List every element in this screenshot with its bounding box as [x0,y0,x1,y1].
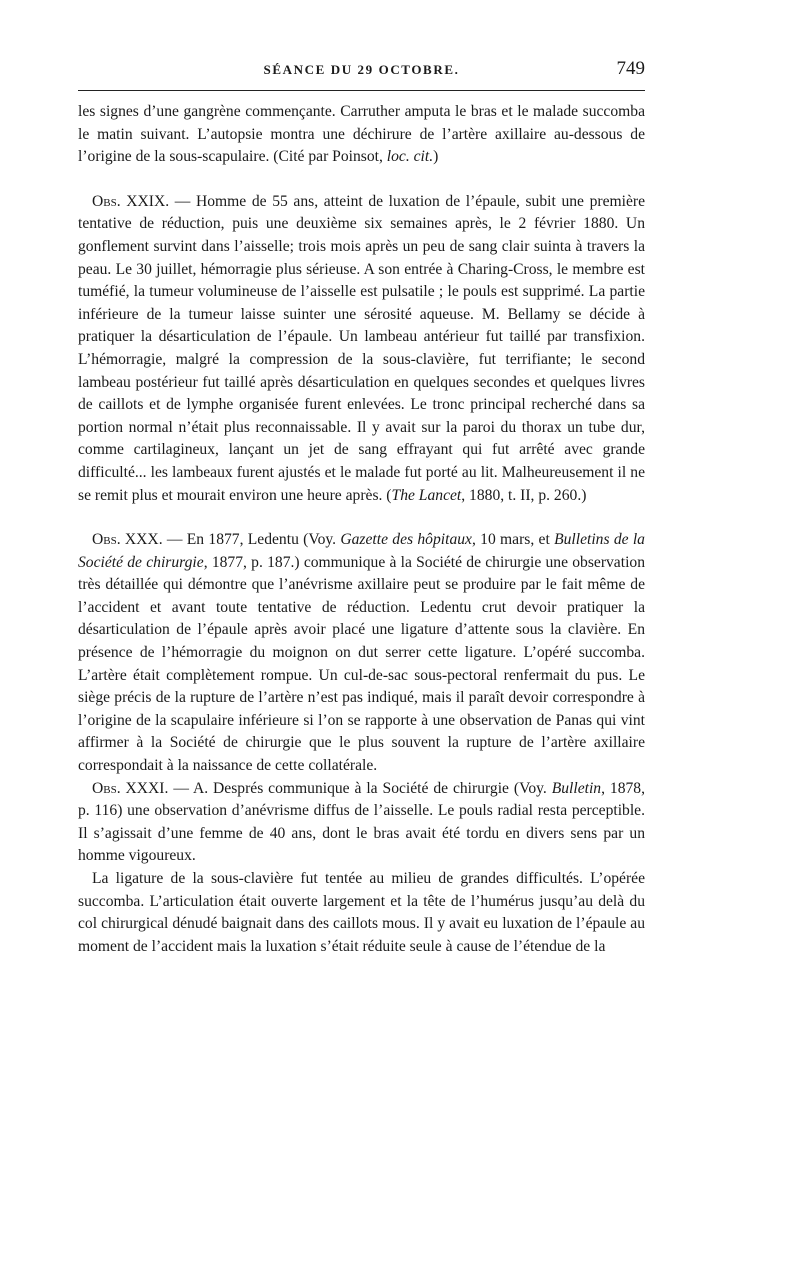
observation-label: Obs. XXIX. [92,192,170,210]
observation-31-continued [78,868,645,958]
observation-31 [78,778,645,868]
body-text: La ligature de la sous-clavière fut tentée au milieu de grandes difficultés. L’opérée succomba. L’articulation était ouverte largement et la tête de l’humérus jusqu’au delà du col chirurgical dénudé baignait dans des caillots mous. Il y avait eu luxation de l’épaule au moment de l’accident mais la luxation s’était réduite seule à cause de l’étendue de la [78,870,645,955]
observation-label: Obs. XXX. [92,531,163,549]
citation-text: Bulletins de la Société de chirurgie [78,531,645,571]
page-header [78,58,645,82]
body-text: ) [433,148,439,166]
observation-30 [78,529,645,778]
body-text: , 1877, p. 187.) communique à la Société de chirurgie une observation très détaillée qui démontre que l’anévrisme axillaire peut se produire par le fait même de l’accident et avant toute tentative de réduction. Ledentu crut devoir pratiquer la désarticulation de l’épaule après avoir placé une ligature d’attente sous la clavière. En présence de l’hémorragie du moignon on dut serrer cette ligature. L’opéré succomba. L’artère était complètement rompue. Un cul-de-sac sous-pectoral renfermait du pus. Le siège précis de la rupture de l’artère n’est pas indiqué, mais il paraît devoir correspondre à l’origine de la scapulaire inférieure si l’on se rapporte à une observation de Panas qui vint affirmer à la Société de chirurgie que le plus souvent la rupture de l’artère axillaire correspondait à la naissance de cette collatérale. [78,553,645,775]
body-text: les signes d’une gangrène commençante. Carruther amputa le bras et le malade succomba le matin suivant. L’autopsie montra une déchirure de l’artère axillaire au-dessous de l’origine de la sous-scapulaire. (Cité par Poinsot, [78,103,645,166]
observation-29 [78,191,645,507]
citation-text: Bulletin [551,779,602,797]
running-title: SÉANCE DU 29 OCTOBRE. [263,62,460,77]
body-text: — Homme de 55 ans, atteint de luxation de l’épaule, subit une première tentative de réduction, puis une deuxième six semaines après, le 2 février 1880. Un gonflement survint dans l’aisselle; trois mois après un peu de sang clair suinta à travers la peau. Le 30 juillet, hémorragie plus sérieuse. A son entrée à Charing-Cross, le membre est tuméfié, la tumeur volumineuse de l’aisselle est pulsatile ; le pouls est supprimé. La partie inférieure de la tumeur laisse suinter une sérosité aqueuse. M. Bellamy se décide à pratiquer la désarticulation de l’épaule. Un lambeau antérieur fut taillé par transfixion. L’hémorragie, malgré la compression de la sous-clavière, fut terrifiante; le second lambeau postérieur fut taillé après désarticulation en quelques secondes et quelques livres de caillots et de lymphe organisée furent enlevées. Le tronc principal recherché dans sa portion normal n’était plus reconnaissable. Il y avait sur la paroi du thorax un tube dur, comme cartilagineux, lançant un jet de sang effrayant qui fut arrêté avec grande difficulté... les lambeaux furent ajustés et le malade fut porté au lit. Malheureusement il ne se remit plus et mourait environ une heure après. ( [78,192,645,504]
citation-text: loc. cit. [386,148,434,166]
body-text: , 1878, p. 116) une observation d’anévrisme diffus de l’aisselle. Le pouls radial resta perceptible. Il s’agissait d’une femme de 40 ans, dont le bras avait été tordu en divers sens par un homme vigoureux. [78,779,645,865]
body-text: , 10 mars, et [471,531,555,549]
body-text: — En 1877, Ledentu (Voy. [162,531,341,549]
body-text: , 1880, t. II, p. 260.) [461,486,587,504]
observation-label: Obs. XXXI. [92,779,169,797]
citation-text: The Lancet [391,486,462,504]
body-text: — A. Després communique à la Société de chirurgie (Voy. [168,779,552,797]
citation-text: Gazette des hôpitaux [340,531,472,549]
page-number: 749 [616,58,645,79]
paragraph-continuation [78,101,645,169]
page-body [78,101,645,958]
header-rule [78,90,645,91]
